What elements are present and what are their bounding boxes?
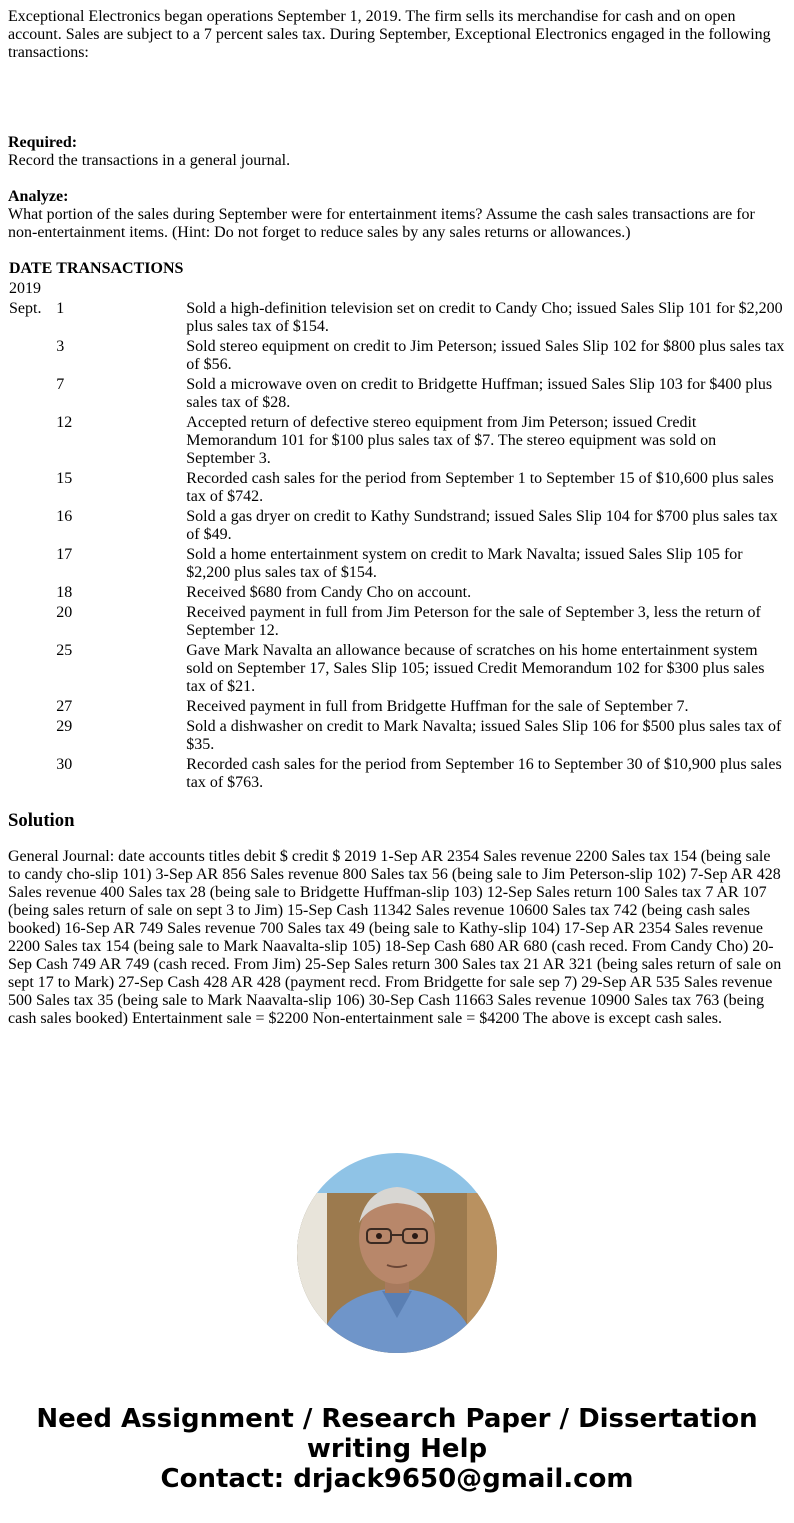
intro-paragraph: Exceptional Electronics began operations September 1, 2019. The firm sells its merchandise for cash and on open account. Sales are subject to a 7 percent sales tax. During September, Exceptional Electronics engaged in the following transactions: — [8, 8, 771, 61]
table-row — [8, 470, 786, 506]
table-row — [8, 414, 786, 468]
transaction-cell: Sold a gas dryer on credit to Kathy Sundstrand; issued Sales Slip 104 for $700 plus sales tax of $49. — [186, 508, 778, 543]
month-cell — [8, 642, 53, 696]
section-gap — [8, 170, 786, 188]
table-row — [8, 756, 786, 792]
transaction-cell: Received payment in full from Bridgette Huffman for the sale of September 7. — [186, 698, 689, 715]
transaction-cell: Sold a dishwasher on credit to Mark Navalta; issued Sales Slip 106 for $500 plus sales tax of $35. — [186, 718, 782, 753]
table-row — [8, 300, 786, 336]
transaction-cell: Sold stereo equipment on credit to Jim Peterson; issued Sales Slip 102 for $800 plus sales tax of $56. — [186, 338, 785, 373]
solution-heading: Solution — [8, 810, 75, 831]
table-header-row — [8, 260, 786, 278]
transaction-cell: Gave Mark Navalta an allowance because of scratches on his home entertainment system sold on September 17, Sales Slip 105; issued Credit Memorandum 102 for $300 plus sales tax of $21. — [186, 642, 765, 695]
table-row — [8, 338, 786, 374]
day-cell: 25 — [56, 642, 73, 659]
analyze-text: What portion of the sales during September were for entertainment items? Assume the cash sales transactions are for non-entertainment items. (Hint: Do not forget to reduce sales by any sales returns or allowances.) — [8, 206, 755, 241]
transaction-cell: Sold a home entertainment system on credit to Mark Navalta; issued Sales Slip 105 for $2,200 plus sales tax of $154. — [186, 546, 743, 581]
transaction-cell: Recorded cash sales for the period from September 1 to September 15 of $10,600 plus sales tax of $742. — [186, 470, 774, 505]
day-cell: 27 — [56, 698, 73, 715]
month-cell — [8, 584, 53, 602]
table-row — [8, 584, 786, 602]
month-cell — [8, 338, 53, 374]
year-cell: 2019 — [9, 280, 41, 297]
intro-spacer — [8, 62, 786, 134]
table-row — [8, 718, 786, 754]
transaction-cell: Accepted return of defective stereo equipment from Jim Peterson; issued Credit Memorandum 101 for $100 plus sales tax of $7. The stereo equipment was sold on September 3. — [186, 414, 717, 467]
day-cell: 15 — [56, 470, 73, 487]
promo-banner — [0, 1404, 794, 1494]
table-row — [8, 376, 786, 412]
document-body — [8, 8, 786, 1028]
month-cell — [8, 604, 53, 640]
month-cell — [8, 470, 53, 506]
analyze-label: Analyze: — [8, 188, 69, 205]
header-date: DATE — [9, 260, 53, 277]
day-cell: 18 — [56, 584, 73, 601]
month-cell — [8, 546, 53, 582]
transaction-cell: Sold a high-definition television set on credit to Candy Cho; issued Sales Slip 101 for $2,200 plus sales tax of $154. — [186, 300, 783, 335]
day-cell: 1 — [56, 300, 65, 317]
day-cell: 30 — [56, 756, 73, 773]
author-photo-icon — [297, 1153, 497, 1353]
required-text: Record the transactions in a general journal. — [8, 152, 291, 169]
author-avatar — [297, 1153, 497, 1353]
transaction-cell: Recorded cash sales for the period from September 16 to September 30 of $10,900 plus sales tax of $763. — [186, 756, 782, 791]
month-cell — [8, 376, 53, 412]
month-cell — [8, 414, 53, 468]
table-row-year — [8, 280, 786, 298]
table-row — [8, 642, 786, 696]
table-row — [8, 508, 786, 544]
promo-line-2: writing Help — [306, 1434, 488, 1464]
month-cell — [8, 718, 53, 754]
header-transactions: TRANSACTIONS — [56, 260, 184, 277]
table-row — [8, 604, 786, 640]
day-cell: 3 — [56, 338, 65, 355]
transaction-cell: Received payment in full from Jim Peterson for the sale of September 3, less the return of September 12. — [186, 604, 761, 639]
month-cell — [8, 508, 53, 544]
month-cell: Sept. — [9, 300, 42, 317]
month-cell — [8, 698, 53, 716]
day-cell: 29 — [56, 718, 73, 735]
transactions-table — [6, 258, 788, 794]
day-cell: 17 — [56, 546, 73, 563]
promo-line-1: Need Assignment / Research Paper / Dissertation — [36, 1404, 758, 1434]
solution-text: General Journal: date accounts titles debit $ credit $ 2019 1-Sep AR 2354 Sales revenue 2200 Sales tax 154 (being sale to candy cho-slip 101) 3-Sep AR 856 Sales revenue 800 Sales tax 56 (being sale to Jim Peterson-slip 102) 7-Sep AR 428 Sales revenue 400 Sales tax 28 (being sale to Bridgette Huffman-slip 103) 12-Sep Sales return 100 Sales tax 7 AR 107 (being sales return of sale on sept 3 to Jim) 15-Sep Cash 11342 Sales revenue 10600 Sales tax 742 (being cash sales booked) 16-Sep AR 749 Sales revenue 700 Sales tax 49 (being sale to Kathy-slip 104) 17-Sep AR 2354 Sales revenue 2200 Sales tax 154 (being sale to Mark Naavalta-slip 105) 18-Sep Cash 680 AR 680 (cash reced. From Candy Cho) 20-Sep Cash 749 AR 749 (cash reced. From Jim) 25-Sep Sales return 300 Sales tax 21 AR 321 (being sales return of sale on sept 17 to Mark) 27-Sep Cash 428 AR 428 (payment recd. From Bridgette for sale sep 7) 29-Sep AR 535 Sales revenue 500 Sales tax 35 (being sale to Mark Naavalta-slip 106) 30-Sep Cash 11663 Sales revenue 10900 Sales tax 763 (being cash sales booked) Entertainment sale = $2200 Non-entertainment sale = $4200 The above is except cash sales. — [8, 848, 782, 1027]
day-cell: 12 — [56, 414, 73, 431]
transaction-cell: Sold a microwave oven on credit to Bridgette Huffman; issued Sales Slip 103 for $400 plus sales tax of $28. — [186, 376, 773, 411]
month-cell — [8, 756, 53, 792]
required-section — [8, 134, 786, 170]
day-cell: 7 — [56, 376, 65, 393]
required-label: Required: — [8, 134, 78, 151]
promo-contact: Contact: drjack9650@gmail.com — [160, 1464, 634, 1494]
table-row — [8, 698, 786, 716]
day-cell: 16 — [56, 508, 73, 525]
day-cell: 20 — [56, 604, 73, 621]
analyze-section — [8, 188, 786, 242]
table-row — [8, 546, 786, 582]
transaction-cell: Received $680 from Candy Cho on account. — [186, 584, 472, 601]
